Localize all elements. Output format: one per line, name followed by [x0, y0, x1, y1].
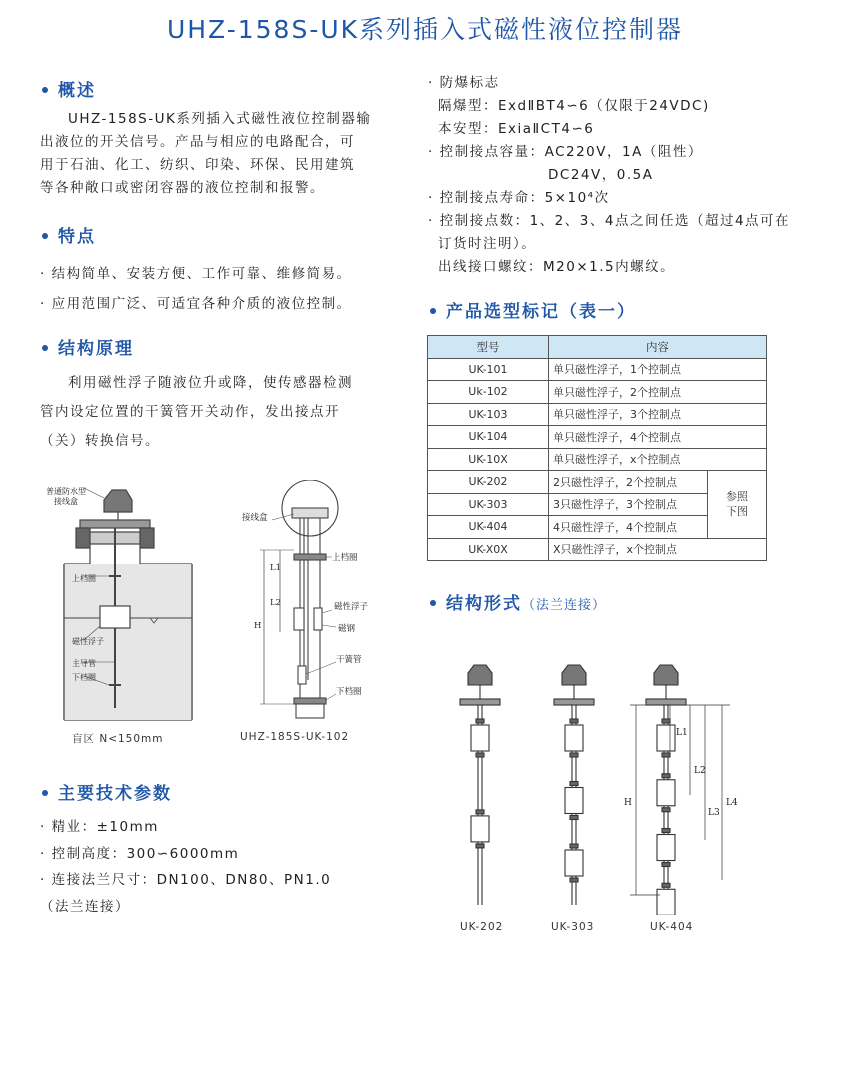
table-row [428, 448, 767, 471]
stop-ring-shape [476, 753, 484, 757]
table-row [428, 358, 767, 381]
overview-heading: 概述 [42, 76, 96, 101]
label-main-tube: 主导管 [72, 659, 96, 668]
table-cell-model: UK-202 [428, 471, 549, 494]
float-shape [565, 788, 583, 814]
label-lower-ring: 下档圈 [336, 687, 362, 697]
dim-l3: L3 [708, 808, 720, 818]
table-cell-model: UK-404 [428, 516, 549, 539]
note-line: 参照 [726, 490, 748, 504]
probe-flange-shape [554, 699, 594, 705]
probe-head-shape [468, 665, 492, 685]
structure-heading: 结构形式（法兰连接） [430, 589, 606, 614]
stop-ring-shape [476, 844, 484, 848]
bullet-dot [42, 87, 48, 93]
caption-uk-404: UK-404 [650, 921, 694, 933]
caption-uk-303: UK-303 [551, 921, 595, 933]
principle-line: 利用磁性浮子随液位升或降，使传感器检测 [68, 375, 353, 391]
caption-uk-202: UK-202 [460, 921, 504, 933]
table-cell-model: UK-101 [428, 358, 549, 381]
label-junction-box-1: 普通防水型 [46, 487, 86, 496]
stop-ring-shape [662, 719, 670, 723]
probe-flange-shape [646, 699, 686, 705]
features-list [40, 259, 400, 319]
page-title: UHZ-158S-UK系列插入式磁性液位控制器 [166, 15, 684, 44]
dim-l2: L2 [270, 598, 282, 608]
stop-ring-shape [570, 878, 578, 882]
stop-ring-shape [570, 782, 578, 786]
junction-box-shape [104, 490, 132, 512]
stop-ring-shape [570, 719, 578, 723]
spec-item: · 精业：±10mm [40, 819, 159, 835]
feature-item: · 应用范围广泛、可适宜各种介质的液位控制。 [40, 296, 352, 312]
stop-ring-shape [662, 808, 670, 812]
stop-ring-shape [662, 829, 670, 833]
selection-heading: 产品选型标记（表一） [430, 297, 636, 322]
bullet-dot [42, 345, 48, 351]
table-header-cell: 型号 [428, 336, 549, 359]
table-cell-content: 单只磁性浮子，1个控制点 [549, 358, 767, 381]
right-diagram-caption: UHZ-185S-UK-102 [240, 731, 350, 743]
table-row [428, 403, 767, 426]
principle-heading: 结构原理 [42, 334, 134, 359]
table-header-cell: 内容 [549, 336, 767, 359]
table-row [428, 471, 767, 494]
label-reed-switch: 干簧管 [336, 655, 362, 665]
label-upper-ring: 上档圈 [332, 553, 358, 563]
stop-ring-shape [570, 844, 578, 848]
stop-ring-shape [476, 719, 484, 723]
overview-line: UHZ-158S-UK系列插入式磁性液位控制器输 [68, 111, 372, 127]
table-cell-content: 3只磁性浮子，3个控制点 [549, 493, 708, 516]
table-cell-model: UK-X0X [428, 538, 549, 561]
specs-list [40, 814, 400, 920]
float-shape [657, 835, 675, 861]
structure-subheading: （法兰连接） [522, 598, 607, 613]
spec-item: · 控制高度：300∽6000mm [40, 845, 240, 862]
selection-table [427, 335, 767, 561]
label-junction-box-2: 接线盒 [54, 497, 78, 506]
table-row [428, 538, 767, 561]
dim-l2: L2 [694, 766, 706, 776]
overview-line: 等各种敞口或密闭容器的液位控制和报警。 [40, 180, 325, 196]
right-spec-item: 订货时注明）。 [438, 236, 537, 252]
stop-ring-shape [662, 883, 670, 887]
principle-text [40, 369, 400, 456]
right-spec-item: · 控制接点寿命：5×10⁴次 [428, 190, 610, 206]
label-float: 磁性浮子 [72, 637, 104, 646]
dim-l1: L1 [270, 563, 282, 573]
probe-head-shape [562, 665, 586, 685]
tank-diagram [40, 480, 230, 730]
structure-diagram [440, 655, 770, 915]
table-cell-content: 2只磁性浮子，2个控制点 [549, 471, 708, 494]
dim-h: H [254, 621, 262, 631]
bullet-dot [430, 308, 436, 314]
right-spec-item: 本安型：ExiaⅡCT4∽6 [438, 121, 595, 137]
right-spec-item: 出线接口螺纹：M20×1.5内螺纹。 [438, 259, 676, 275]
spec-item: （法兰连接） [40, 898, 130, 915]
feature-item: · 结构简单、安装方便、工作可靠、维修简易。 [40, 266, 352, 282]
dim-h: H [624, 798, 632, 808]
right-spec-item: 隔爆型：ExdⅡBT4∽6（仅限于24VDC) [438, 98, 710, 114]
stop-ring-shape [662, 863, 670, 867]
float-shape [657, 780, 675, 806]
spec-item: · 连接法兰尺寸：DN100、DN80、PN1.0 [40, 872, 332, 888]
note-line: 下图 [726, 505, 748, 519]
right-spec-item: · 控制接点容量：AC220V，1A（阻性） [428, 144, 703, 160]
float-shape [565, 725, 583, 751]
probe-flange-shape [460, 699, 500, 705]
table-cell-model: UK-104 [428, 426, 549, 449]
right-specs-list [428, 72, 828, 279]
float-shape [565, 850, 583, 876]
table-note-cell [708, 471, 767, 539]
probe-diagram [232, 480, 402, 732]
right-spec-item: · 防爆标志 [428, 75, 500, 91]
left-diagram-caption: 盲区 N<150mm [72, 733, 164, 745]
label-upper-ring: 上档圈 [72, 574, 96, 583]
bullet-dot [430, 600, 436, 606]
features-heading: 特点 [42, 222, 96, 247]
table-row [428, 381, 767, 404]
table-cell-content: 单只磁性浮子，3个控制点 [549, 403, 767, 426]
overview-line: 用于石油、化工、纺织、印染、环保、民用建筑 [40, 157, 355, 173]
float-shape [471, 725, 489, 751]
table-cell-content: 4只磁性浮子，4个控制点 [549, 516, 708, 539]
label-float: 磁性浮子 [334, 602, 369, 612]
table-cell-model: UK-10X [428, 448, 549, 471]
bullet-dot [42, 790, 48, 796]
right-spec-item: · 控制接点数：1、2、3、4点之间任选（超过4点可在 [428, 213, 791, 229]
overview-line: 出液位的开关信号。产品与相应的电路配合，可 [40, 134, 355, 150]
dim-l4: L4 [726, 798, 738, 808]
overview-text [40, 108, 400, 200]
table-header-row [428, 336, 767, 359]
table-cell-model: Uk-102 [428, 381, 549, 404]
label-magnet: 磁钢 [338, 624, 356, 634]
dim-l1: L1 [676, 728, 688, 738]
principle-line: 管内设定位置的干簧管开关动作，发出接点开 [40, 404, 340, 420]
right-spec-item: DC24V，0.5A [548, 167, 654, 183]
table-cell-content: 单只磁性浮子，x个控制点 [549, 448, 767, 471]
stop-ring-shape [476, 810, 484, 814]
table-row [428, 426, 767, 449]
table-cell-content: 单只磁性浮子，2个控制点 [549, 381, 767, 404]
table-cell-content: 单只磁性浮子，4个控制点 [549, 426, 767, 449]
table-cell-content: X只磁性浮子，x个控制点 [549, 538, 767, 561]
label-junction-box: 接线盒 [242, 513, 268, 523]
specs-heading: 主要技术参数 [42, 779, 172, 804]
table-cell-model: UK-103 [428, 403, 549, 426]
label-lower-ring: 下档圈 [72, 673, 96, 682]
table-cell-model: UK-303 [428, 493, 549, 516]
probe-head-shape [654, 665, 678, 685]
float-shape [657, 725, 675, 751]
stop-ring-shape [570, 753, 578, 757]
stop-ring-shape [662, 774, 670, 778]
stop-ring-shape [662, 753, 670, 757]
principle-line: （关）转换信号。 [40, 433, 160, 449]
stop-ring-shape [570, 816, 578, 820]
float-shape [657, 889, 675, 915]
float-shape [471, 816, 489, 842]
bullet-dot [42, 233, 48, 239]
